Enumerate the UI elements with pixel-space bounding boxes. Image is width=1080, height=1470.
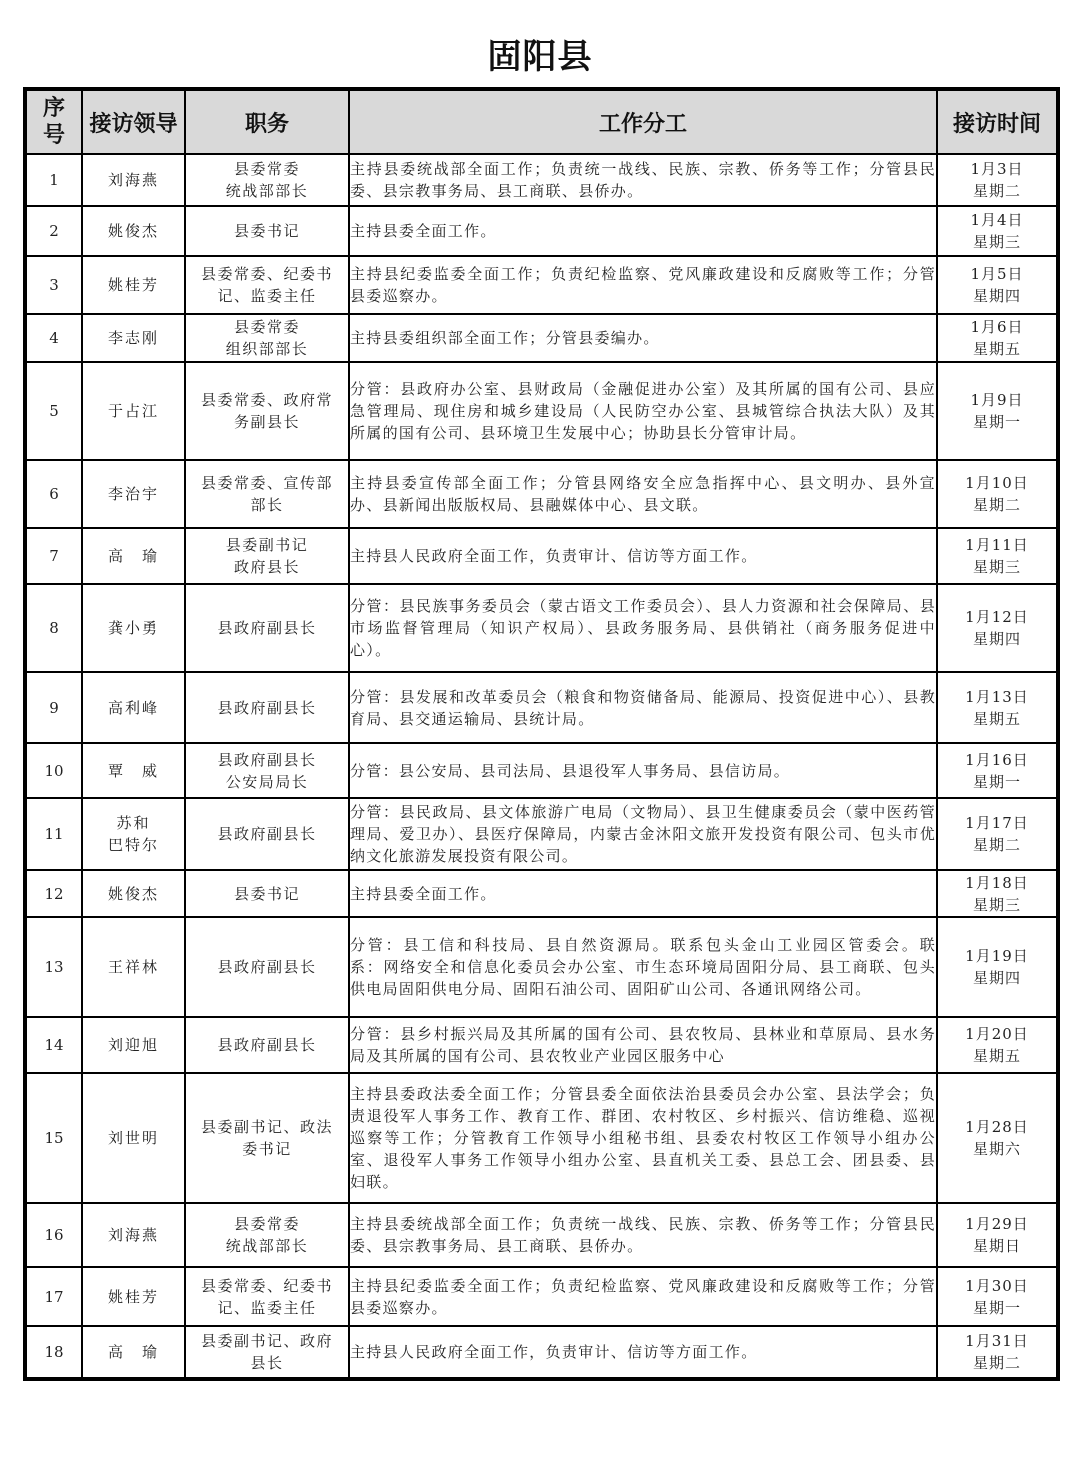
reception-date: 1月4日 (970, 211, 1024, 229)
cell-time (937, 1203, 1058, 1267)
reception-date: 1月6日 (970, 318, 1024, 336)
reception-date: 1月11日 (965, 536, 1029, 554)
cell-work: 主持县委宣传部全面工作；分管县网络安全应急指挥中心、县文明办、县外宣办、县新闻出版版权局、县融媒体中心、县文联。 (349, 460, 937, 528)
reception-weekday: 星期二 (972, 496, 1021, 514)
cell-no: 4 (25, 314, 82, 362)
cell-no: 9 (25, 672, 82, 743)
table-row (25, 1073, 1058, 1203)
post-line: 县委常委 (233, 160, 300, 178)
cell-time (937, 870, 1058, 917)
post-line: 县政府副县长 (217, 1036, 317, 1054)
cell-no: 13 (25, 917, 82, 1017)
cell-post (185, 460, 349, 528)
cell-post (185, 743, 349, 798)
cell-leader: 李志刚 (82, 314, 185, 362)
cell-leader: 李治宇 (82, 460, 185, 528)
cell-post (185, 584, 349, 672)
reception-weekday: 星期四 (972, 969, 1021, 987)
table-row (25, 917, 1058, 1017)
table-row (25, 1267, 1058, 1326)
cell-leader: 高 瑜 (82, 1326, 185, 1379)
cell-work: 分管：县发展和改革委员会（粮食和物资储备局、能源局、投资促进中心）、县教育局、县交通运输局、县统计局。 (349, 672, 937, 743)
post-line: 县政府副县长 (217, 825, 317, 843)
header-time: 接访时间 (937, 89, 1058, 154)
post-line: 县委书记 (233, 222, 300, 240)
cell-leader: 高利峰 (82, 672, 185, 743)
reception-weekday: 星期四 (972, 630, 1021, 648)
cell-work: 分管：县公安局、县司法局、县退役军人事务局、县信访局。 (349, 743, 937, 798)
cell-no: 16 (25, 1203, 82, 1267)
table-row (25, 314, 1058, 362)
post-line: 县委常委 (233, 318, 300, 336)
reception-date: 1月20日 (965, 1025, 1029, 1043)
post-line: 记、监委主任 (217, 1298, 317, 1317)
reception-weekday: 星期一 (972, 413, 1021, 431)
cell-post (185, 798, 349, 870)
cell-leader: 王祥林 (82, 917, 185, 1017)
cell-post (185, 1326, 349, 1379)
table-row (25, 870, 1058, 917)
post-line: 统战部部长 (225, 1237, 309, 1255)
cell-leader: 刘迎旭 (82, 1017, 185, 1073)
cell-leader: 刘世明 (82, 1073, 185, 1203)
reception-weekday: 星期二 (972, 182, 1021, 200)
header-post: 职务 (185, 89, 349, 154)
cell-leader: 高 瑜 (82, 528, 185, 584)
leader-name-line: 巴特尔 (107, 836, 159, 854)
cell-work: 主持县纪委监委全面工作；负责纪检监察、党风廉政建设和反腐败等工作；分管县委巡察办。 (349, 256, 937, 314)
cell-leader: 姚桂芳 (82, 1267, 185, 1326)
cell-time (937, 528, 1058, 584)
table-row (25, 154, 1058, 206)
cell-work: 分管：县乡村振兴局及其所属的国有公司、县农牧局、县林业和草原局、县水务局及其所属的国有公司、县农牧业产业园区服务中心 (349, 1017, 937, 1073)
post-line: 县政府副县长 (217, 619, 317, 637)
reception-weekday: 星期一 (972, 772, 1021, 791)
cell-leader: 于占江 (82, 362, 185, 460)
cell-leader: 姚桂芳 (82, 256, 185, 314)
post-line: 组织部部长 (225, 340, 309, 358)
reception-weekday: 星期三 (972, 895, 1021, 914)
reception-date: 1月16日 (965, 750, 1029, 769)
cell-time (937, 672, 1058, 743)
header-leader: 接访领导 (82, 89, 185, 154)
cell-work: 主持县委政法委全面工作；分管县委全面依法治县委员会办公室、县法学会；负责退役军人事务工作、教育工作、群团、农村牧区、乡村振兴、信访维稳、巡视巡察等工作；分管教育工作领导小组秘书组、县委农村牧区工作领导小组办公室、退役军人事务工作领导小组办公室、县直机关工委、县总工会、团县委、县妇联。 (349, 1073, 937, 1203)
reception-weekday: 星期五 (972, 340, 1021, 358)
post-line: 县政府副县长 (217, 698, 317, 717)
cell-time (937, 1073, 1058, 1203)
cell-no: 15 (25, 1073, 82, 1203)
cell-work: 主持县委组织部全面工作；分管县委编办。 (349, 314, 937, 362)
post-line: 政府县长 (233, 558, 300, 576)
header-no (25, 89, 82, 154)
cell-work: 分管：县民政局、县文体旅游广电局（文物局）、县卫生健康委员会（蒙中医药管理局、爱卫办）、县医疗保障局，内蒙古金沐阳文旅开发投资有限公司、包头市优纳文化旅游发展投资有限公司。 (349, 798, 937, 870)
reception-weekday: 星期五 (972, 709, 1021, 728)
cell-post (185, 362, 349, 460)
table-row (25, 206, 1058, 256)
cell-work: 主持县委统战部全面工作；负责统一战线、民族、宗教、侨务等工作；分管县民委、县宗教事务局、县工商联、县侨办。 (349, 154, 937, 206)
cell-work: 分管：县民族事务委员会（蒙古语文工作委员会）、县人力资源和社会保障局、县市场监督管理局（知识产权局）、县政务服务局、县供销社（商务服务促进中心）。 (349, 584, 937, 672)
cell-leader: 龚小勇 (82, 584, 185, 672)
header-no-char-2: 号 (42, 123, 65, 148)
cell-no: 6 (25, 460, 82, 528)
post-line: 县委副书记、政法 (200, 1118, 333, 1136)
cell-post (185, 672, 349, 743)
reception-date: 1月3日 (970, 160, 1024, 178)
reception-date: 1月18日 (965, 873, 1029, 892)
table-header-row (25, 89, 1058, 154)
cell-post (185, 1203, 349, 1267)
reception-date: 1月31日 (965, 1332, 1029, 1350)
table-row (25, 743, 1058, 798)
post-line: 县长 (250, 1354, 284, 1372)
table-row (25, 584, 1058, 672)
cell-time (937, 314, 1058, 362)
post-line: 县委常委、纪委书 (200, 265, 333, 283)
cell-time (937, 460, 1058, 528)
cell-post (185, 528, 349, 584)
reception-date: 1月9日 (970, 391, 1024, 409)
cell-leader (82, 798, 185, 870)
header-work: 工作分工 (349, 89, 937, 154)
cell-no: 10 (25, 743, 82, 798)
cell-post (185, 917, 349, 1017)
reception-weekday: 星期三 (972, 233, 1021, 251)
cell-no: 7 (25, 528, 82, 584)
reception-date: 1月29日 (965, 1215, 1029, 1233)
cell-leader: 覃 威 (82, 743, 185, 798)
cell-no: 14 (25, 1017, 82, 1073)
reception-date: 1月12日 (965, 608, 1029, 626)
post-line: 县委常委 (233, 1215, 300, 1233)
cell-post (185, 1267, 349, 1326)
table-row (25, 798, 1058, 870)
post-line: 委书记 (242, 1140, 292, 1158)
reception-weekday: 星期日 (972, 1237, 1021, 1255)
reception-date: 1月30日 (965, 1276, 1029, 1295)
reception-weekday: 星期二 (972, 836, 1021, 854)
cell-work: 分管：县政府办公室、县财政局（金融促进办公室）及其所属的国有公司、县应急管理局、现住房和城乡建设局（人民防空办公室、县城管综合执法大队）及其所属的国有公司、县环境卫生发展中心；协助县长分管审计局。 (349, 362, 937, 460)
cell-time (937, 743, 1058, 798)
cell-work: 主持县纪委监委全面工作；负责纪检监察、党风廉政建设和反腐败等工作；分管县委巡察办。 (349, 1267, 937, 1326)
cell-time (937, 1326, 1058, 1379)
reception-weekday: 星期一 (972, 1298, 1021, 1317)
cell-post (185, 314, 349, 362)
cell-work: 分管：县工信和科技局、县自然资源局。联系包头金山工业园区管委会。联 系：网络安全和信息化委员会办公室、市生态环境局固阳分局、县工商联、包头供电局固阳供电分局、固阳石油公司、固阳矿山公司、各通讯网络公司。 (349, 917, 937, 1017)
cell-time (937, 154, 1058, 206)
cell-no: 11 (25, 798, 82, 870)
table-row (25, 1326, 1058, 1379)
reception-date: 1月19日 (965, 947, 1029, 965)
post-line: 县委副书记、政府 (200, 1332, 333, 1350)
post-line: 县政府副县长 (217, 750, 317, 769)
cell-time (937, 1267, 1058, 1326)
post-line: 统战部部长 (225, 182, 309, 200)
cell-no: 3 (25, 256, 82, 314)
post-line: 部长 (250, 496, 284, 514)
cell-work: 主持县人民政府全面工作，负责审计、信访等方面工作。 (349, 528, 937, 584)
reception-schedule-table (23, 87, 1060, 1381)
leader-name-line: 苏和 (116, 814, 151, 832)
post-line: 县委常委、纪委书 (200, 1276, 333, 1295)
cell-time (937, 584, 1058, 672)
reception-weekday: 星期三 (972, 558, 1021, 576)
cell-leader: 姚俊杰 (82, 206, 185, 256)
table-row (25, 256, 1058, 314)
post-line: 县委常委、宣传部 (200, 474, 333, 492)
cell-no: 8 (25, 584, 82, 672)
cell-leader: 刘海燕 (82, 154, 185, 206)
cell-time (937, 917, 1058, 1017)
table-row (25, 1203, 1058, 1267)
post-line: 务副县长 (233, 413, 300, 431)
reception-date: 1月17日 (965, 814, 1029, 832)
post-line: 记、监委主任 (217, 287, 317, 305)
cell-work: 主持县委全面工作。 (349, 206, 937, 256)
reception-weekday: 星期四 (972, 287, 1021, 305)
table-row (25, 528, 1058, 584)
cell-post (185, 1017, 349, 1073)
cell-no: 5 (25, 362, 82, 460)
reception-weekday: 星期五 (972, 1047, 1021, 1065)
cell-leader: 刘海燕 (82, 1203, 185, 1267)
cell-no: 12 (25, 870, 82, 917)
post-line: 公安局局长 (225, 772, 309, 791)
cell-no: 1 (25, 154, 82, 206)
reception-date: 1月10日 (965, 474, 1029, 492)
cell-post (185, 870, 349, 917)
cell-no: 2 (25, 206, 82, 256)
header-no-char-1: 序 (42, 96, 65, 121)
table-row (25, 460, 1058, 528)
post-line: 县委常委、政府常 (200, 391, 333, 409)
cell-work: 主持县人民政府全面工作，负责审计、信访等方面工作。 (349, 1326, 937, 1379)
cell-no: 18 (25, 1326, 82, 1379)
reception-weekday: 星期二 (972, 1354, 1021, 1372)
cell-time (937, 1017, 1058, 1073)
reception-date: 1月5日 (970, 265, 1024, 283)
cell-post (185, 206, 349, 256)
cell-time (937, 206, 1058, 256)
post-line: 县委书记 (233, 884, 300, 903)
cell-post (185, 154, 349, 206)
cell-post (185, 256, 349, 314)
table-row (25, 672, 1058, 743)
cell-no: 17 (25, 1267, 82, 1326)
cell-work: 主持县委全面工作。 (349, 870, 937, 917)
cell-leader: 姚俊杰 (82, 870, 185, 917)
table-row (25, 362, 1058, 460)
reception-weekday: 星期六 (972, 1140, 1021, 1158)
cell-time (937, 362, 1058, 460)
table-row (25, 1017, 1058, 1073)
reception-date: 1月28日 (965, 1118, 1029, 1136)
cell-post (185, 1073, 349, 1203)
post-line: 县政府副县长 (217, 958, 317, 976)
page-title: 固阳县 (487, 37, 593, 77)
cell-time (937, 256, 1058, 314)
cell-work: 主持县委统战部全面工作；负责统一战线、民族、宗教、侨务等工作；分管县民委、县宗教事务局、县工商联、县侨办。 (349, 1203, 937, 1267)
reception-date: 1月13日 (965, 687, 1029, 706)
cell-time (937, 798, 1058, 870)
post-line: 县委副书记 (225, 536, 309, 554)
